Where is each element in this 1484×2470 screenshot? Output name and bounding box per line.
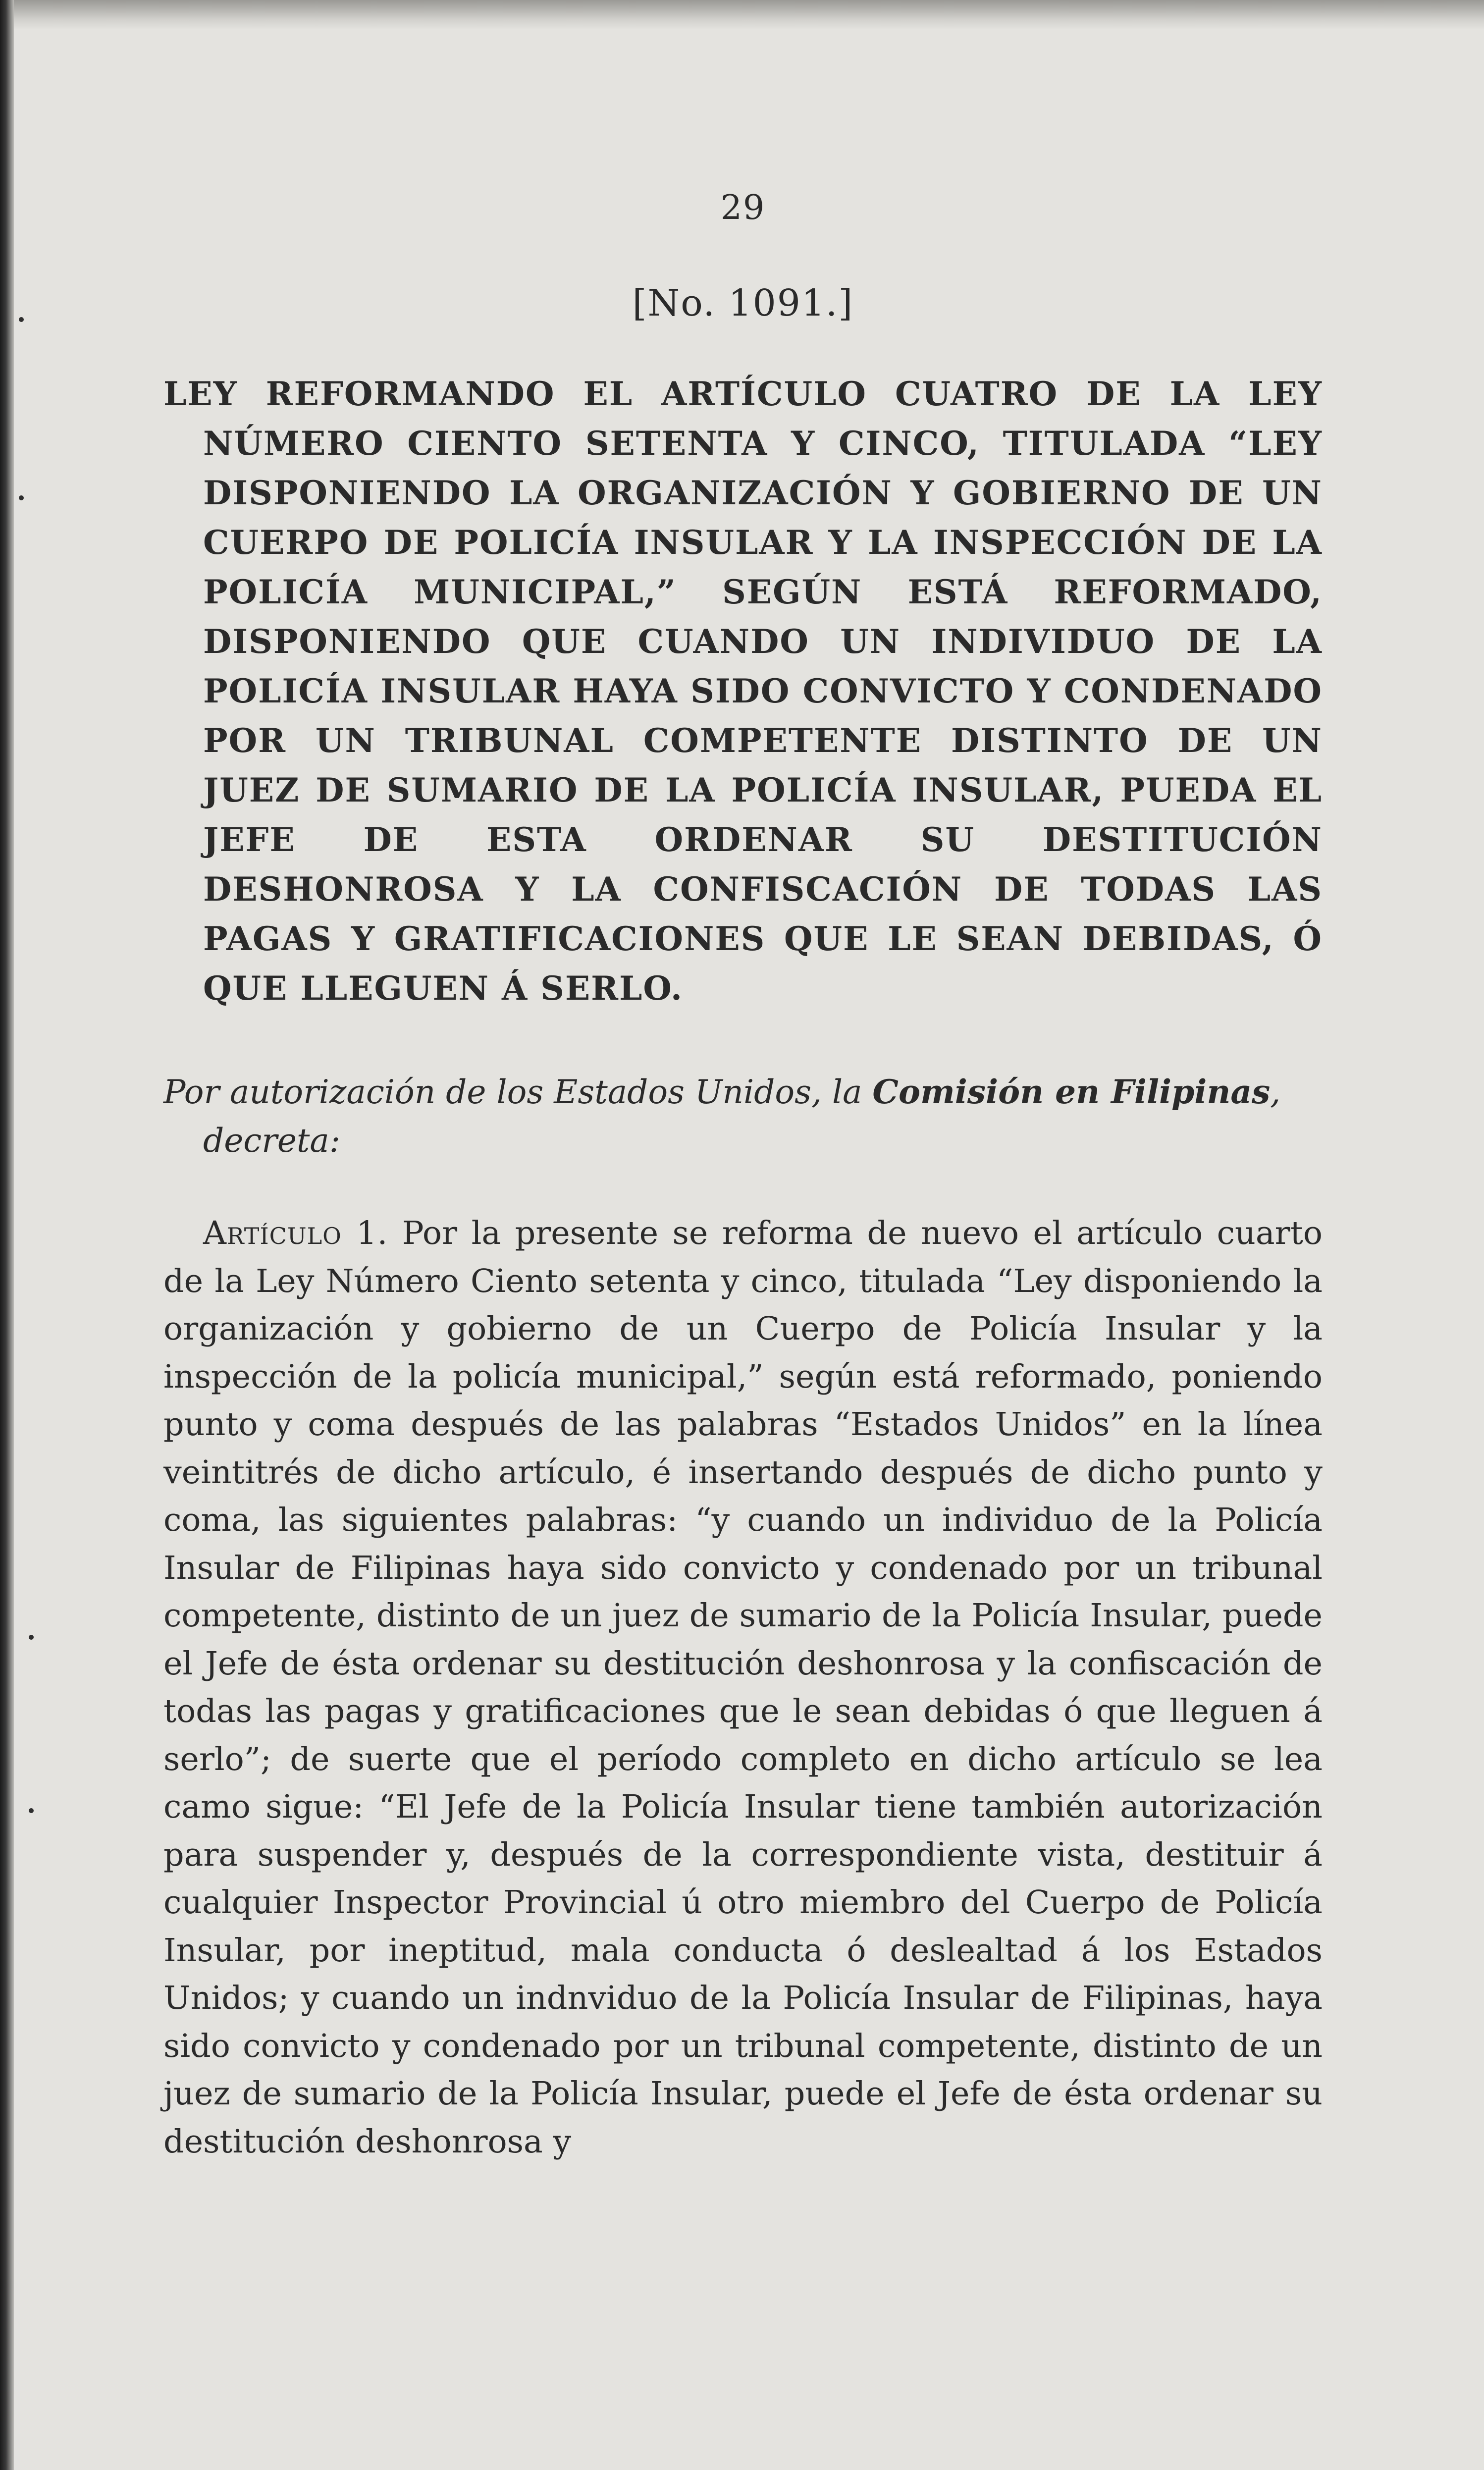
margin-dot: [29, 1808, 34, 1813]
article-text: Por la presente se reforma de nuevo el artículo cuarto de la Ley Número Ciento setenta y cinco, titulada “Ley disponiendo la organización y gobierno de un Cuerpo de Policía Insular y la inspección de la policía municipal,” según está reformado, poniendo punto y coma después de las palabras “Estados Unidos” en la línea veintitrés de dicho artículo, é insertando después de dicho punto y coma, las siguientes palabras: “y cuando un individuo de la Policía Insular de Filipinas haya sido convicto y condenado por un tribunal competente, distinto de un juez de sumario de la Policía Insular, puede el Jefe de ésta ordenar su destitución deshonrosa y la confiscación de todas las pagas y gratificaciones que le sean debidas ó que lleguen á serlo”; de suerte que el período completo en dicho artículo se lea camo sigue: “El Jefe de la Policía Insular tiene también autorización para suspender y, después de la correspondiente vista, destituir á cualquier Inspector Provincial ú otro miembro del Cuerpo de Policía Insular, por ineptitud, mala conducta ó deslealtad á los Estados Unidos; y cuando un indnviduo de la Policía Insular de Filipinas, haya sido convicto y condenado por un tribunal competente, distinto de un juez de sumario de la Policía Insular, puede el Jefe de ésta ordenar su destitución deshonrosa y: [163, 1215, 1323, 2160]
enacting-text-1: Por autorización de los Estados Unidos, la: [163, 1073, 873, 1111]
article-label: Artículo 1.: [203, 1215, 388, 1252]
enacting-text-2: , decreta:: [203, 1073, 1281, 1160]
text-column: [163, 188, 1323, 2166]
margin-dot: [29, 1635, 34, 1640]
act-title: LEY REFORMANDO EL ARTÍCULO CUATRO DE LA LEY NÚMERO CIENTO SETENTA Y CINCO, TITULADA “LEY DISPONIENDO LA ORGANIZACIÓN Y GOBIERNO DE UN CUERPO DE POLICÍA INSULAR Y LA INSPECCIÓN DE LA POLICÍA MUNICIPAL,” SEGÚN ESTÁ REFORMADO, DISPONIENDO QUE CUANDO UN INDIVIDUO DE LA POLICÍA INSULAR HAYA SIDO CONVICTO Y CONDENADO POR UN TRIBUNAL COMPETENTE DISTINTO DE UN JUEZ DE SUMARIO DE LA POLICÍA INSULAR, PUEDA EL JEFE DE ESTA ORDENAR SU DESTITUCIÓN DESHONROSA Y LA CONFISCACIÓN DE TODAS LAS PAGAS Y GRATIFICACIONES QUE LE SEAN DEBIDAS, Ó QUE LLEGUEN Á SERLO.: [163, 375, 1323, 1008]
book-spine-edge: [0, 0, 14, 2470]
article-1-paragraph: [163, 1210, 1323, 2166]
margin-dot: [19, 495, 24, 500]
enacting-commission: Comisión en Filipinas: [872, 1073, 1271, 1111]
margin-dot: [19, 317, 24, 322]
enacting-clause: [163, 1068, 1323, 1165]
page-top-shadow: [0, 0, 1484, 30]
bill-number: [No. 1091.]: [632, 282, 854, 324]
page-number: 29: [720, 188, 766, 227]
